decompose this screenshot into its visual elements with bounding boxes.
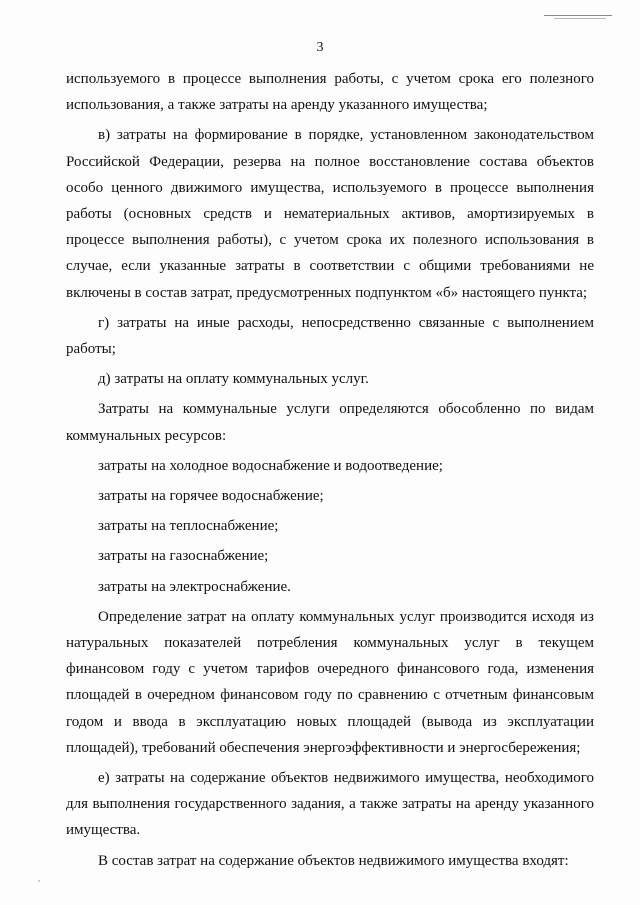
document-body (66, 66, 594, 874)
paragraph-utilities-intro: Затраты на коммунальные услуги определяются обособленно по видам коммунальных ресурсов: (66, 401, 594, 444)
scan-corner-mark (544, 14, 612, 20)
paragraph-utilities-calculation: Определение затрат на оплату коммунальных услуг производится исходя из натуральных показателей потребления коммунальных услуг в текущем финансовом году с учетом тарифов очередного финансового года, изменения площадей в очередном финансовом году по сравнению с отчетным финансовым годом и ввода в эксплуатацию новых площадей (вывода из эксплуатации площадей), требований обеспечения энергоэффективности и энергосбережения; (66, 608, 594, 756)
paragraph-item-e: е) затраты на содержание объектов недвижимого имущества, необходимого для выполнения государственного задания, а также затраты на аренду указанного имущества. (66, 770, 594, 839)
scan-line (554, 18, 606, 19)
page-number: 3 (316, 40, 324, 55)
paragraph-item-g: г) затраты на иные расходы, непосредственно связанные с выполнением работы; (66, 314, 594, 358)
list-item-gas: затраты на газоснабжение; (98, 548, 269, 565)
list-item-heating: затраты на теплоснабжение; (98, 518, 279, 535)
list-item-cold-water: затраты на холодное водоснабжение и водоотведение; (98, 457, 443, 474)
scan-line (544, 15, 612, 16)
paragraph-item-v: в) затраты на формирование в порядке, установленном законодательством Российской Федерации, резерва на полное восстановление состава объектов особо ценного движимого имущества, используемого в процессе выполнения работы (основных средств и нематериальных активов, амортизируемых в процессе выполнения работы), с учетом срока их полезного использования в случае, если указанные затраты в соответствии с общими требованиями не включены в состав затрат, предусмотренных подпунктом «б» настоящего пункта; (66, 127, 594, 301)
paragraph-continuation: используемого в процессе выполнения работы, с учетом срока его полезного использования, а также затраты на аренду указанного имущества; (66, 71, 594, 114)
scan-artifact (38, 880, 40, 882)
paragraph-item-d: д) затраты на оплату коммунальных услуг. (98, 371, 369, 388)
paragraph-maintenance-intro: В состав затрат на содержание объектов недвижимого имущества входят: (98, 852, 569, 869)
list-item-electricity: затраты на электроснабжение. (98, 578, 291, 595)
list-item-hot-water: затраты на горячее водоснабжение; (98, 488, 324, 505)
